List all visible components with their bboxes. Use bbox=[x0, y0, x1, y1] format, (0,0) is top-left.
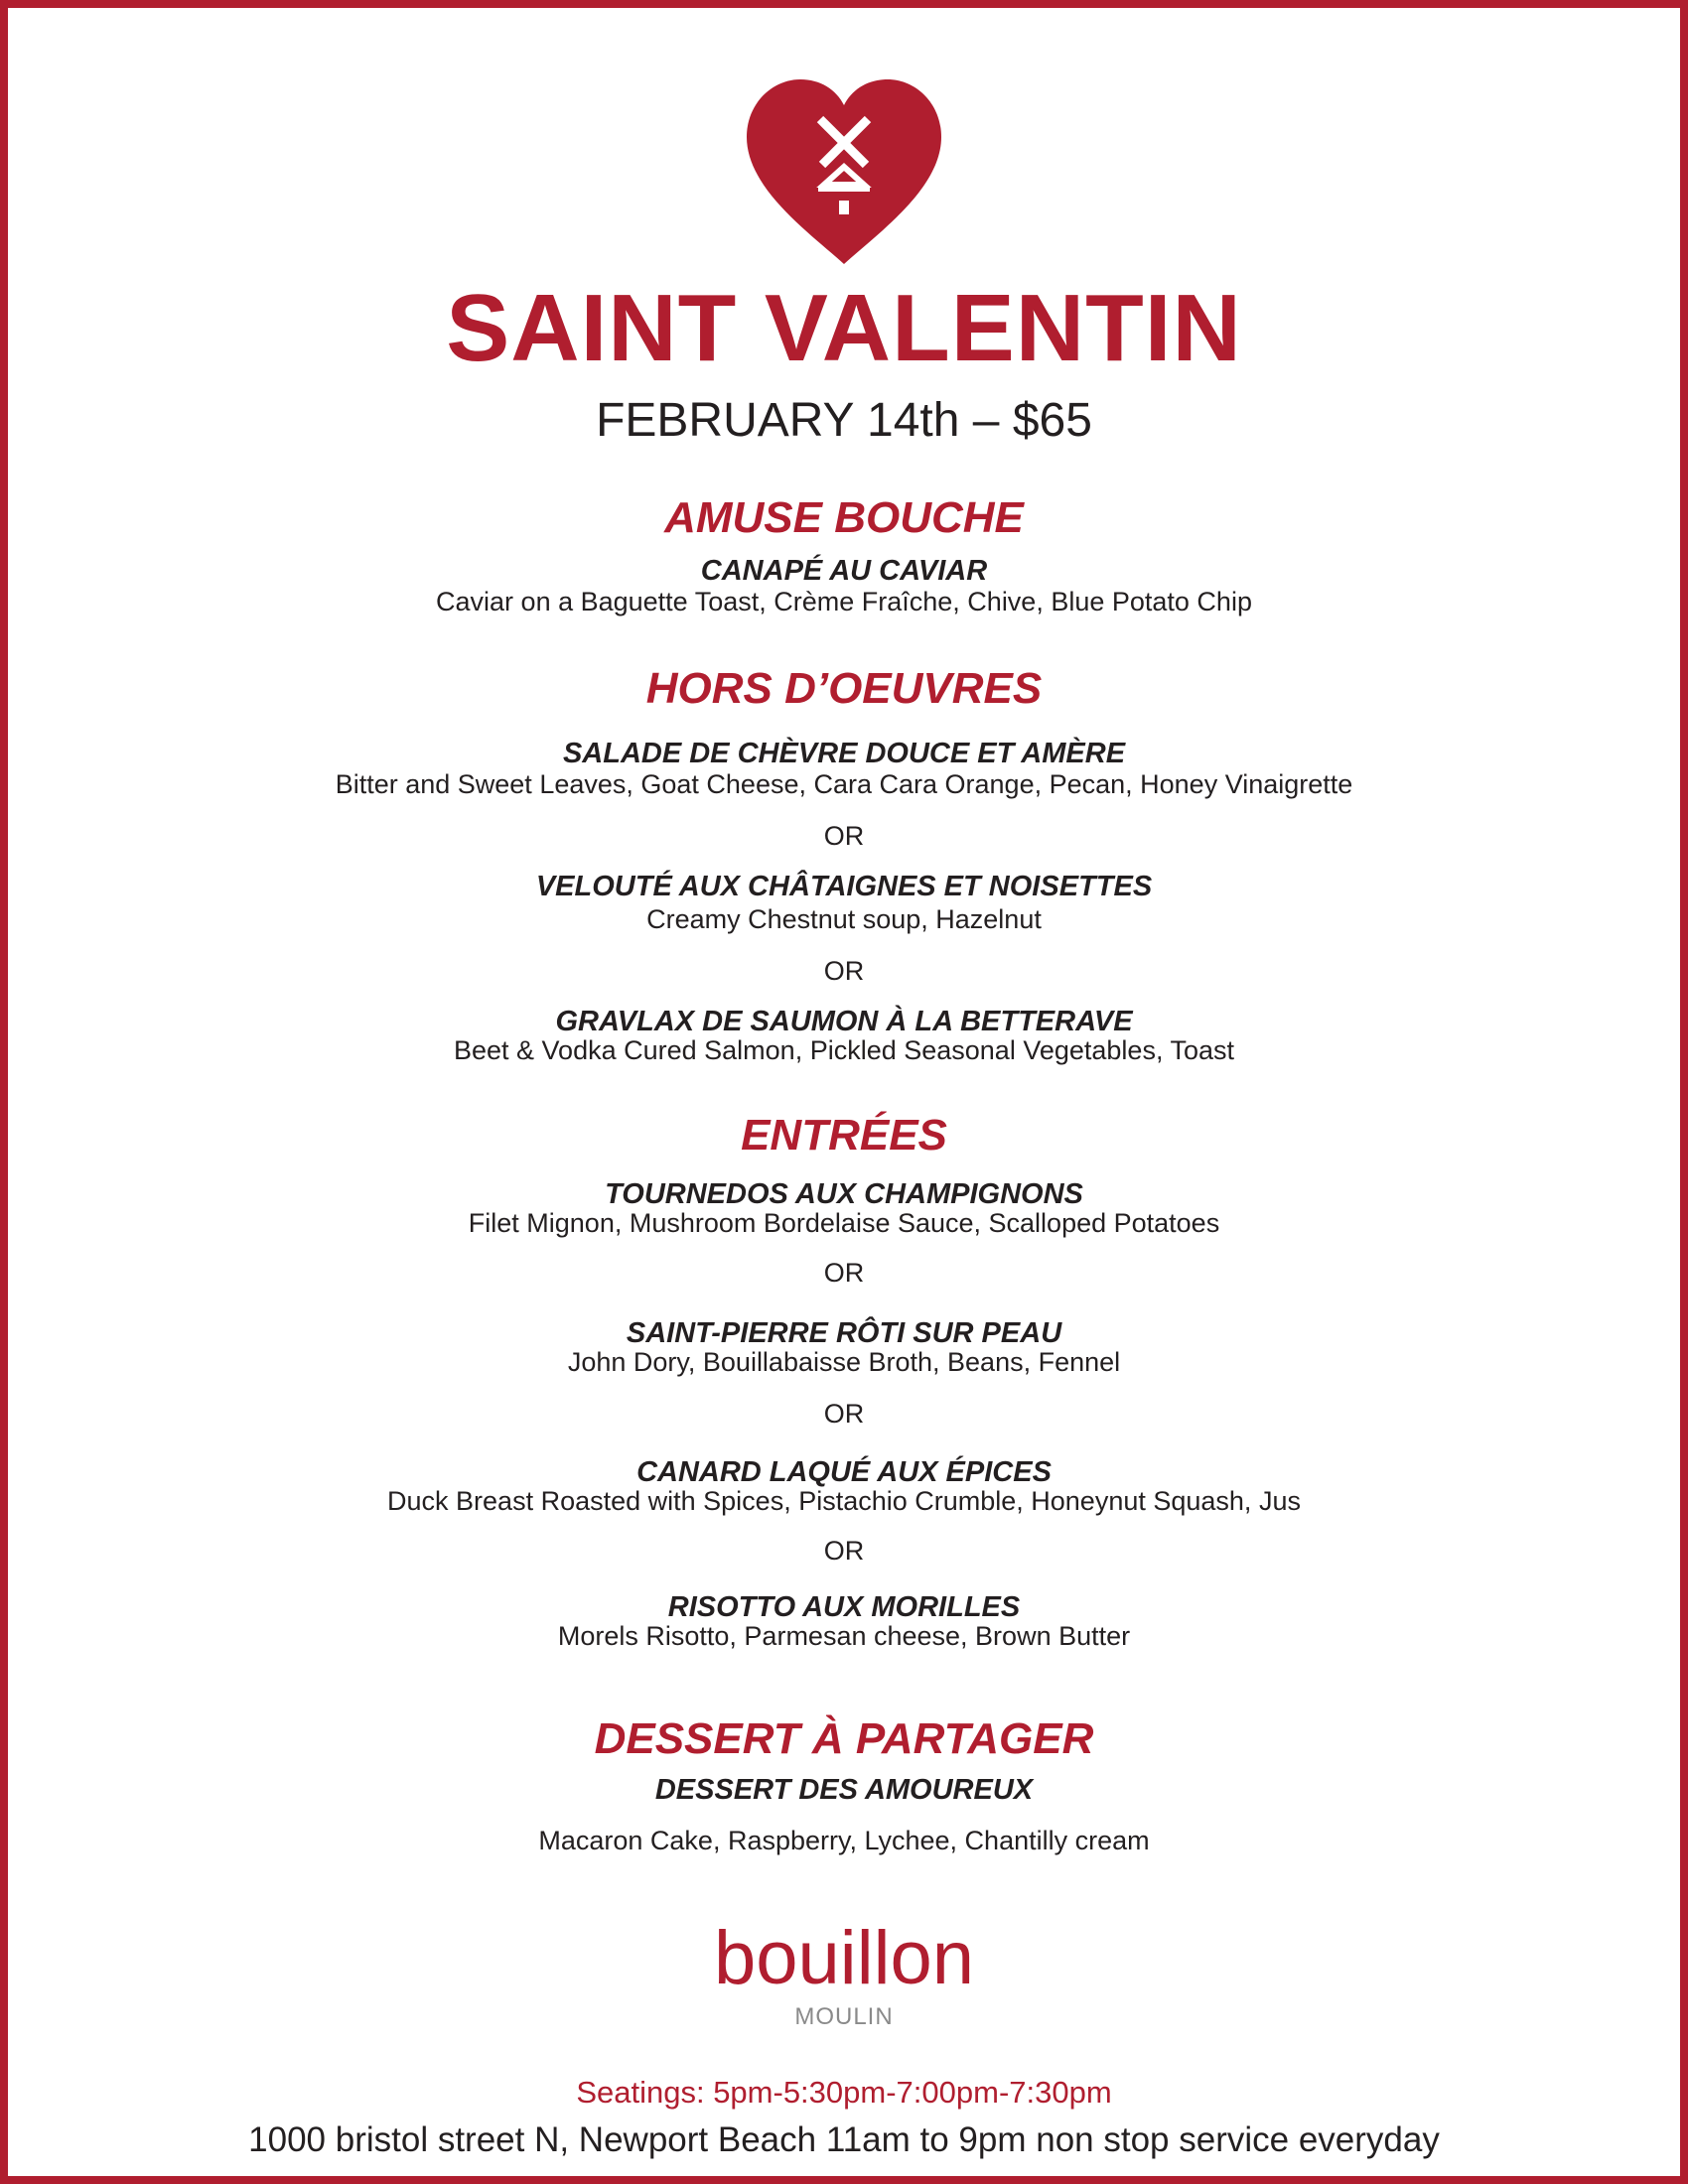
dish-description: Caviar on a Baguette Toast, Crème Fraîche, Chive, Blue Potato Chip bbox=[436, 587, 1252, 616]
or-separator: OR bbox=[823, 956, 865, 986]
or-separator: OR bbox=[823, 821, 865, 851]
menu-date-price: FEBRUARY 14th – $65 bbox=[596, 394, 1092, 447]
dish-description: Creamy Chestnut soup, Hazelnut bbox=[646, 904, 1042, 934]
menu-title: SAINT VALENTIN bbox=[446, 275, 1242, 381]
dish-name: SAINT-PIERRE RÔTI SUR PEAU bbox=[626, 1317, 1062, 1349]
heart-windmill-icon bbox=[741, 79, 947, 268]
dish-name: TOURNEDOS AUX CHAMPIGNONS bbox=[605, 1178, 1083, 1210]
dish-description: Duck Breast Roasted with Spices, Pistachio Crumble, Honeynut Squash, Jus bbox=[387, 1486, 1301, 1516]
dish-name: CANARD LAQUÉ AUX ÉPICES bbox=[636, 1456, 1052, 1488]
dish-description: Macaron Cake, Raspberry, Lychee, Chantilly cream bbox=[538, 1826, 1150, 1855]
dish-description: John Dory, Bouillabaisse Broth, Beans, Fennel bbox=[567, 1347, 1121, 1377]
section-heading-hors-doeuvres: HORS D’OEUVRES bbox=[645, 664, 1043, 713]
brand-subtitle: MOULIN bbox=[794, 2003, 894, 2030]
dish-name: SALADE DE CHÈVRE DOUCE ET AMÈRE bbox=[562, 738, 1126, 769]
section-heading-entrees: ENTRÉES bbox=[741, 1111, 947, 1160]
dish-name: DESSERT DES AMOUREUX bbox=[654, 1774, 1034, 1806]
or-separator: OR bbox=[823, 1536, 865, 1566]
section-heading-dessert: DESSERT À PARTAGER bbox=[594, 1714, 1094, 1763]
dish-name: VELOUTÉ AUX CHÂTAIGNES ET NOISETTES bbox=[535, 871, 1153, 902]
seatings-info: Seatings: 5pm-5:30pm-7:00pm-7:30pm bbox=[576, 2075, 1112, 2110]
or-separator: OR bbox=[823, 1399, 865, 1429]
dish-name: CANAPÉ AU CAVIAR bbox=[700, 555, 988, 587]
or-separator: OR bbox=[823, 1258, 865, 1288]
dish-description: Bitter and Sweet Leaves, Goat Cheese, Cara Cara Orange, Pecan, Honey Vinaigrette bbox=[335, 769, 1353, 799]
dish-name: GRAVLAX DE SAUMON À LA BETTERAVE bbox=[555, 1006, 1133, 1037]
dish-name: RISOTTO AUX MORILLES bbox=[667, 1591, 1021, 1623]
address-hours: 1000 bristol street N, Newport Beach 11am to 9pm non stop service everyday bbox=[248, 2120, 1440, 2159]
brand-name: bouillon bbox=[714, 1916, 974, 2000]
section-heading-amuse-bouche: AMUSE BOUCHE bbox=[664, 493, 1024, 542]
dish-description: Beet & Vodka Cured Salmon, Pickled Seasonal Vegetables, Toast bbox=[453, 1035, 1234, 1065]
dish-description: Morels Risotto, Parmesan cheese, Brown Butter bbox=[557, 1621, 1131, 1651]
dish-description: Filet Mignon, Mushroom Bordelaise Sauce, Scalloped Potatoes bbox=[468, 1208, 1220, 1238]
